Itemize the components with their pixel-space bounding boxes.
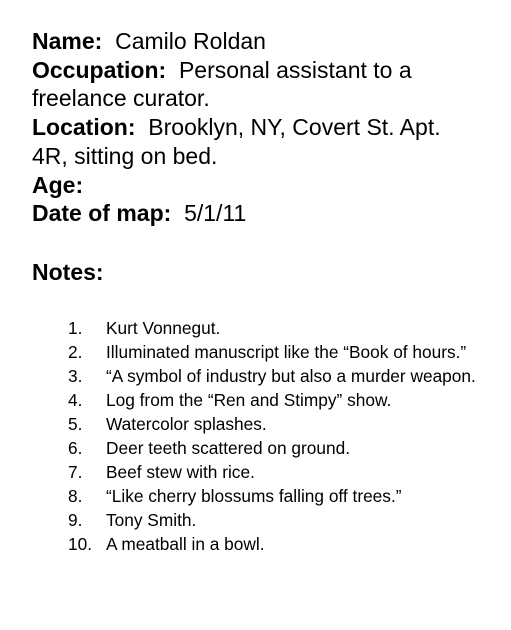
date-label: Date of map: (32, 200, 172, 227)
list-item-number: 6. (68, 438, 83, 458)
list-item-text: A meatball in a bowl. (106, 534, 265, 554)
list-item (68, 340, 488, 364)
list-item-number: 8. (68, 486, 83, 506)
list-item-text: Beef stew with rice. (106, 462, 255, 482)
occupation-row (32, 56, 482, 113)
list-item-number: 9. (68, 510, 83, 530)
list-item-text: “A symbol of industry but also a murder weapon. (106, 366, 476, 386)
notes-list (68, 316, 488, 556)
list-item-text: Illuminated manuscript like the “Book of hours.” (106, 342, 467, 362)
list-item-text: Kurt Vonnegut. (106, 318, 221, 338)
name-value: Camilo Roldan (115, 28, 266, 54)
profile-header (32, 27, 482, 228)
location-value: Brooklyn, NY, Covert St. Apt. 4R, sitting on bed. (32, 114, 441, 169)
list-item (68, 316, 488, 340)
age-label: Age: (32, 171, 84, 198)
list-item (68, 460, 488, 484)
list-item (68, 364, 488, 388)
list-item-text: Deer teeth scattered on ground. (106, 438, 351, 458)
list-item (68, 508, 488, 532)
age-row (32, 171, 482, 200)
list-item (68, 484, 488, 508)
date-value: 5/1/11 (184, 200, 247, 227)
list-item-text: “Like cherry blossums falling off trees.” (106, 486, 402, 506)
location-label: Location: (32, 114, 136, 141)
list-item (68, 412, 488, 436)
notes-heading: Notes: (32, 259, 104, 285)
list-item-text: Tony Smith. (106, 510, 197, 530)
list-item (68, 388, 488, 412)
name-label: Name: (32, 28, 103, 54)
name-row (32, 27, 482, 56)
list-item-number: 2. (68, 342, 83, 362)
location-row (32, 113, 482, 170)
date-row (32, 199, 482, 228)
occupation-label: Occupation: (32, 56, 167, 83)
occupation-value: Personal assistant to a freelance curator. (32, 56, 412, 112)
list-item (68, 436, 488, 460)
list-item (68, 532, 488, 556)
list-item-number: 10. (68, 534, 93, 554)
list-item-number: 3. (68, 366, 83, 386)
list-item-number: 1. (68, 318, 83, 338)
list-item-text: Log from the “Ren and Stimpy” show. (106, 390, 392, 410)
list-item-text: Watercolor splashes. (106, 414, 267, 434)
list-item-number: 7. (68, 462, 83, 482)
list-item-number: 4. (68, 390, 83, 410)
list-item-number: 5. (68, 414, 83, 434)
